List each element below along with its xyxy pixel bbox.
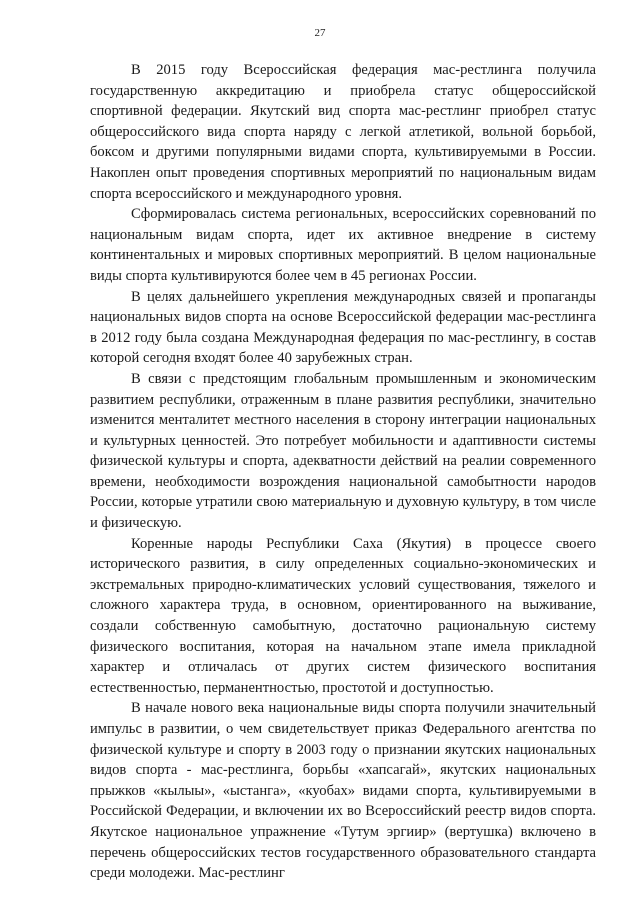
paragraph-mas-wrestling-accreditation: В 2015 году Всероссийская федерация мас-рестлинга получила государственную аккредитацию и приобрела статус общероссийской спортивной федерации. Якутский вид спорта мас-рестлинг приобрел статус общероссийского вида спорта наряду с легкой атлетикой, вольной борьбой, боксом и другими популярными видами спорта, культивируемыми в России. Накоплен опыт проведения спортивных мероприятий по национальным видам спорта всероссийского и международного уровня. <box>90 62 596 202</box>
paragraph-competition-system: Сформировалась система региональных, всероссийских соревнований по национальным видам спорта, идет их активное внедрение в систему континентальных и мировых спортивных мероприятий. В целом национальные виды спорта культивируются более чем в 45 регионах России. <box>90 206 596 284</box>
page-number: 27 <box>314 27 326 39</box>
paragraph-international-federation: В целях дальнейшего укрепления международных связей и пропаганды национальных видов спорта на основе Всероссийской федерации мас-рестлинга в 2012 году была создана Международная федерация по мас-рестлингу, в состав которой сегодня входят более 40 зарубежных стран. <box>90 288 596 367</box>
paragraph-economic-development: В связи с предстоящим глобальным промышленным и экономическим развитием республики, отраженным в плане развития республики, значительно изменится менталитет местного населения в сторону интеграции национальных и культурных ценностей. Это потребует мобильности и адаптивности системы физической культуры и спорта, адекватности действий на реалии современного времени, необходимости возрождения национальной самобытности народов России, которые утратили свою материальную и духовную культуру, в том числе и физическую. <box>90 370 596 532</box>
paragraph-indigenous-peoples: Коренные народы Республики Саха (Якутия) в процессе своего исторического развития, в силу определенных социально-экономических и экстремальных природно-климатических условий существования, тяжелого и сложного характера труда, в основном, ориентированного на выживание, создали собственную самобытную, достаточно рациональную систему физического воспитания, которая на начальном этапе имела прикладной характер и отличалась от других систем физического воспитания естественностью, перманентностью, простотой и доступностью. <box>90 535 596 696</box>
paragraph-new-century: В начале нового века национальные виды спорта получили значительный импульс в развитии, о чем свидетельствует приказ Федерального агентства по физической культуре и спорту в 2003 году о признании якутских национальных видов спорта - мас-рестлинга, борьбы «хапсагай», якутских национальных прыжков «кылыы», «ыстанга», «куобах» видами спорта, культивируемыми в Российской Федерации, и включении их во Всероссийский реестр видов спорта. Якутское национальное упражнение «Тутум эргиир» (вертушка) включено в перечень общероссийских тестов государственного образовательного стандарта среди молодежи. Мас-рестлинг <box>90 700 596 882</box>
document-body <box>90 60 596 884</box>
